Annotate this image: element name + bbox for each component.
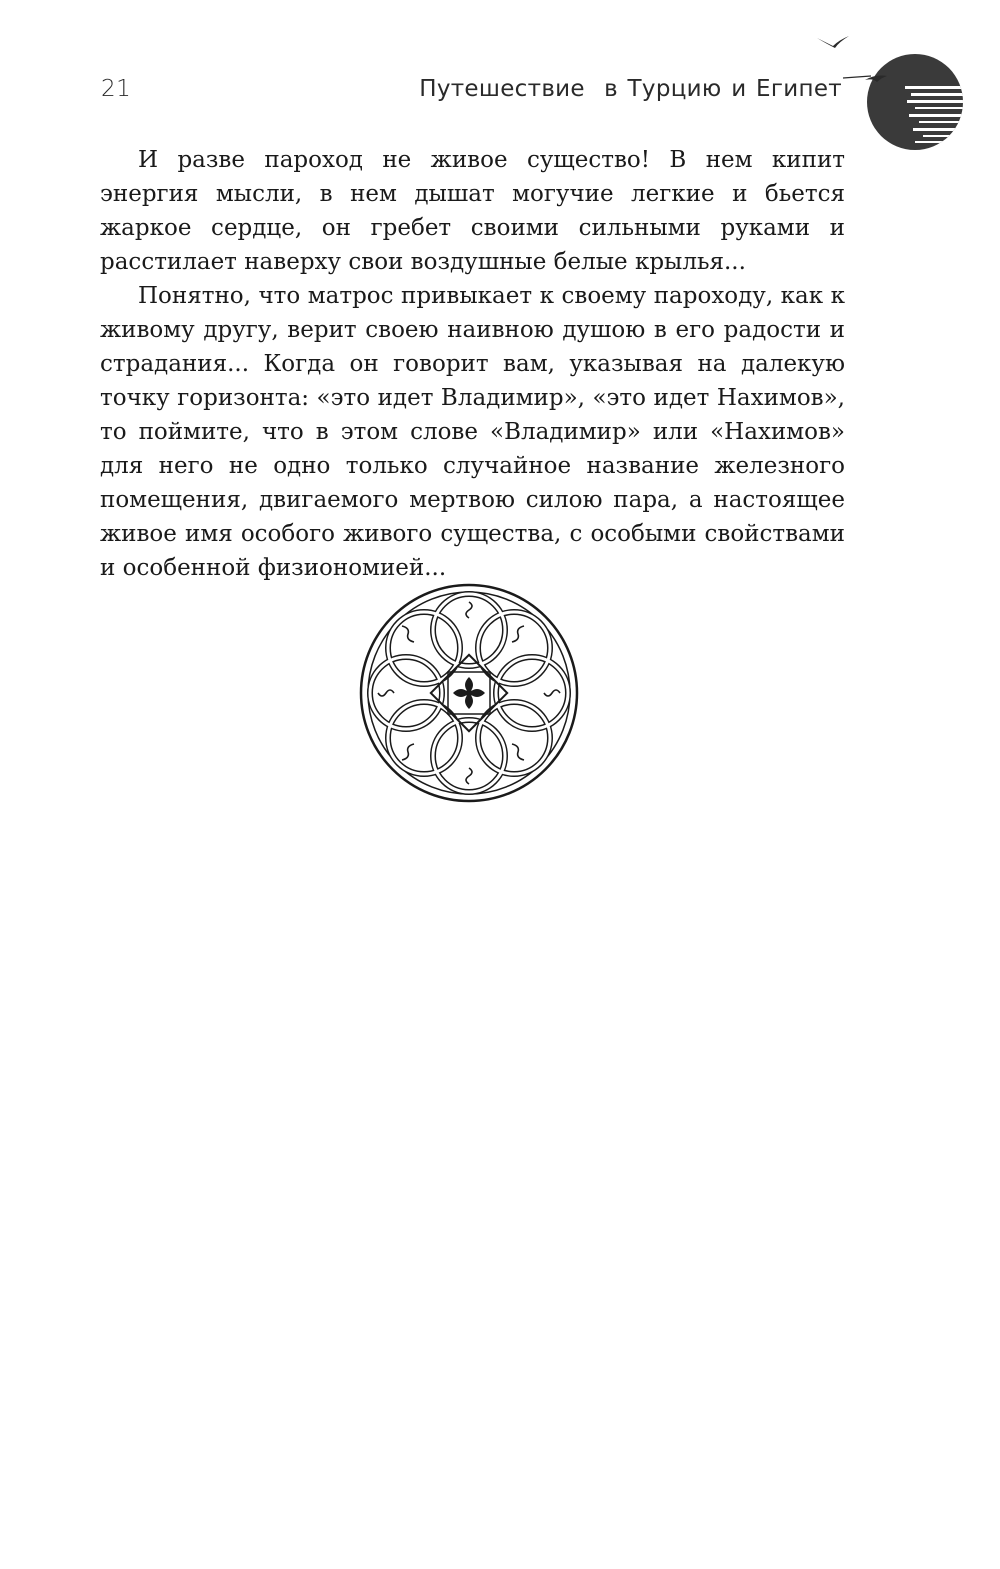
running-title: Путешествие в Турцию и Египет: [419, 76, 842, 102]
paragraph: И разве пароход не живое существо! В нем кипит энергия мысли, в нем дышат могучие легкие и бьется жаркое сердце, он гребет своими сильными руками и расстилает наверху свои воздушные белые крылья...: [100, 147, 845, 275]
main-text: [100, 143, 845, 585]
running-head: [0, 0, 1000, 160]
moon-with-seagulls-icon: [815, 30, 965, 150]
paragraph: Понятно, что матрос привыкает к своему пароходу, как к живому другу, верит своею наивною душою в его радости и страдания... Когда он говорит вам, указывая на далекую точку горизонта: «это идет Владимир», «это идет Нахимов», то поймите, что в этом слове «Владимир» или «Нахимов» для него не одно только случайное название железного помещения, двигаемого мертвою силою пара, а настоящее живое имя особого живого существа, с особыми свойствами и особенной физиономией...: [100, 283, 845, 581]
celtic-knot-ornament-icon: [358, 582, 580, 804]
page-number: 21: [101, 76, 132, 102]
